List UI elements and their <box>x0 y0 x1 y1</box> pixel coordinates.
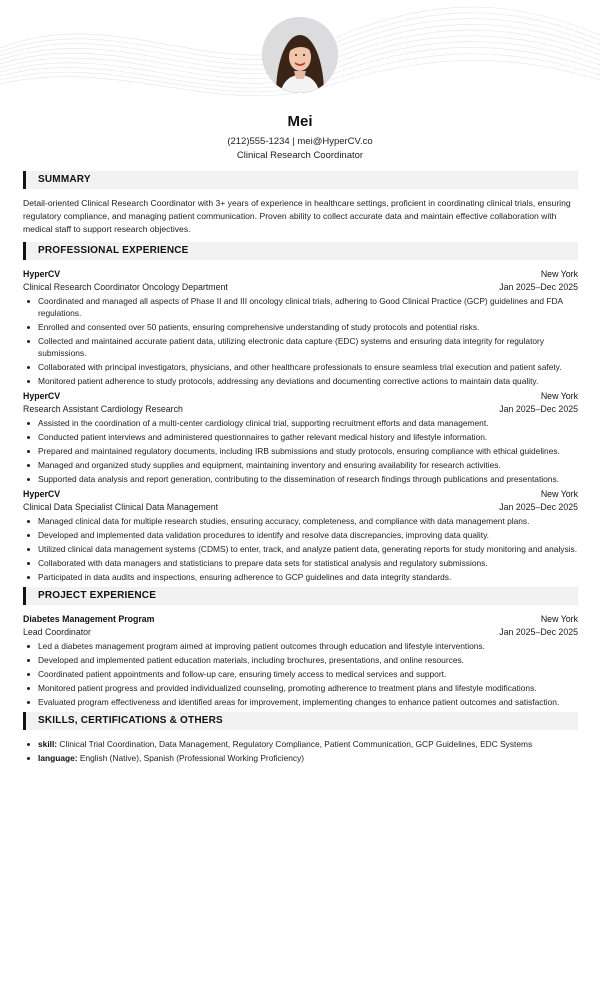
section-title: PROFESSIONAL EXPERIENCE <box>38 245 189 256</box>
project-entry <box>23 613 578 708</box>
section-header-experience <box>23 242 578 260</box>
location: New York <box>540 614 578 624</box>
list-item: Conducted patient interviews and administered questionnaires to gather relevant medical history and lifestyle information. <box>23 431 578 443</box>
list-item: Assisted in the coordination of a multi-center cardiology clinical trial, supporting recruitment efforts and data management. <box>23 417 578 429</box>
list-item: Coordinated patient appointments and follow-up care, ensuring timely access to medical services and support. <box>23 668 578 680</box>
resume-header <box>0 0 600 162</box>
position: Lead Coordinator <box>23 627 91 637</box>
list-item: Enrolled and consented over 50 patients, ensuring comprehensive understanding of study protocols and potential risks. <box>23 321 578 333</box>
dates: Jan 2025–Dec 2025 <box>499 404 578 414</box>
summary-text: Detail-oriented Clinical Research Coordinator with 3+ years of experience in healthcare settings, proficient in coordinating clinical trials, ensuring regulatory compliance, and managing patient communication. Proven ability to collect accurate data and maintain effective collaboration with medical staff to support research objectives. <box>23 198 571 234</box>
experience-entry <box>23 268 578 387</box>
language-label: language: <box>38 753 78 763</box>
list-item: Monitored patient progress and provided individualized counseling, promoting adherence to treatment plans and lifestyle modifications. <box>23 682 578 694</box>
list-item: Supported data analysis and report generation, contributing to the dissemination of research findings through publications and presentations. <box>23 473 578 485</box>
list-item: Monitored patient adherence to study protocols, addressing any deviations and documenting corrective actions to maintain data quality. <box>23 375 578 387</box>
section-accent-bar <box>23 712 26 730</box>
experience-entry <box>23 488 578 583</box>
section-header-summary <box>23 171 578 189</box>
location: New York <box>540 489 578 499</box>
company-name: HyperCV <box>23 489 61 499</box>
position: Research Assistant Cardiology Research <box>23 404 183 414</box>
section-accent-bar <box>23 171 26 189</box>
list-item: Developed and implemented data validation procedures to identify and resolve data discrepancies, improving data quality. <box>23 529 578 541</box>
position: Clinical Data Specialist Clinical Data Management <box>23 502 219 512</box>
section-title: PROJECT EXPERIENCE <box>38 590 157 601</box>
experience-entry <box>23 390 578 485</box>
section-accent-bar <box>23 242 26 260</box>
portrait-icon <box>262 17 338 93</box>
bullet-list <box>23 640 578 708</box>
section-title: SKILLS, CERTIFICATIONS & OTHERS <box>38 715 223 726</box>
list-item <box>23 752 578 764</box>
bullet-list <box>23 515 578 583</box>
section-header-projects <box>23 587 578 605</box>
candidate-name: Mei <box>287 113 313 130</box>
skill-label: skill: <box>38 739 58 749</box>
list-item: Coordinated and managed all aspects of Phase II and III oncology clinical trials, adhering to Good Clinical Practice (GCP) guidelines and FDA regulations. <box>23 295 578 319</box>
dates: Jan 2025–Dec 2025 <box>499 282 578 292</box>
dates: Jan 2025–Dec 2025 <box>499 627 578 637</box>
section-header-skills <box>23 712 578 730</box>
list-item: Participated in data audits and inspections, ensuring adherence to GCP guidelines and data integrity standards. <box>23 571 578 583</box>
project-name: Diabetes Management Program <box>23 614 155 624</box>
avatar <box>262 17 338 93</box>
section-accent-bar <box>23 587 26 605</box>
list-item: Managed and organized study supplies and equipment, maintaining inventory and ensuring availability for research activities. <box>23 459 578 471</box>
section-title: SUMMARY <box>38 174 91 185</box>
contact-info: (212)555-1234 | mei@HyperCV.co <box>227 136 373 147</box>
list-item: Managed clinical data for multiple research studies, ensuring accuracy, completeness, and compliance with data management plans. <box>23 515 578 527</box>
skill-value: Clinical Trial Coordination, Data Management, Regulatory Compliance, Patient Communication, GCP Guidelines, EDC Systems <box>57 739 533 749</box>
language-value: English (Native), Spanish (Professional Working Proficiency) <box>77 753 305 763</box>
list-item: Collaborated with principal investigators, physicians, and other healthcare professionals to ensure seamless trial execution and patient safety. <box>23 361 578 373</box>
bullet-list <box>23 295 578 387</box>
list-item: Developed and implemented patient education materials, including brochures, presentations, and online resources. <box>23 654 578 666</box>
list-item: Prepared and maintained regulatory documents, including IRB submissions and study protocols, ensuring compliance with ethical guidelines. <box>23 445 578 457</box>
bullet-list <box>23 417 578 485</box>
list-item: Collected and maintained accurate patient data, utilizing electronic data capture (EDC) systems and ensuring data integrity for regulatory submissions. <box>23 335 578 359</box>
resume-content <box>23 171 578 766</box>
list-item <box>23 738 578 750</box>
list-item: Evaluated program effectiveness and identified areas for improvement, implementing changes to enhance patient outcomes and satisfaction. <box>23 696 578 708</box>
list-item: Led a diabetes management program aimed at improving patient outcomes through education and lifestyle interventions. <box>23 640 578 652</box>
location: New York <box>540 269 578 279</box>
skills-list <box>23 738 578 764</box>
company-name: HyperCV <box>23 269 61 279</box>
job-title: Clinical Research Coordinator <box>236 150 364 161</box>
list-item: Utilized clinical data management systems (CDMS) to enter, track, and analyze patient data, generating reports for study monitoring and analysis. <box>23 543 578 555</box>
position: Clinical Research Coordinator Oncology Department <box>23 282 228 292</box>
company-name: HyperCV <box>23 391 61 401</box>
dates: Jan 2025–Dec 2025 <box>499 502 578 512</box>
location: New York <box>540 391 578 401</box>
list-item: Collaborated with data managers and statisticians to prepare data sets for statistical analysis and regulatory submissions. <box>23 557 578 569</box>
